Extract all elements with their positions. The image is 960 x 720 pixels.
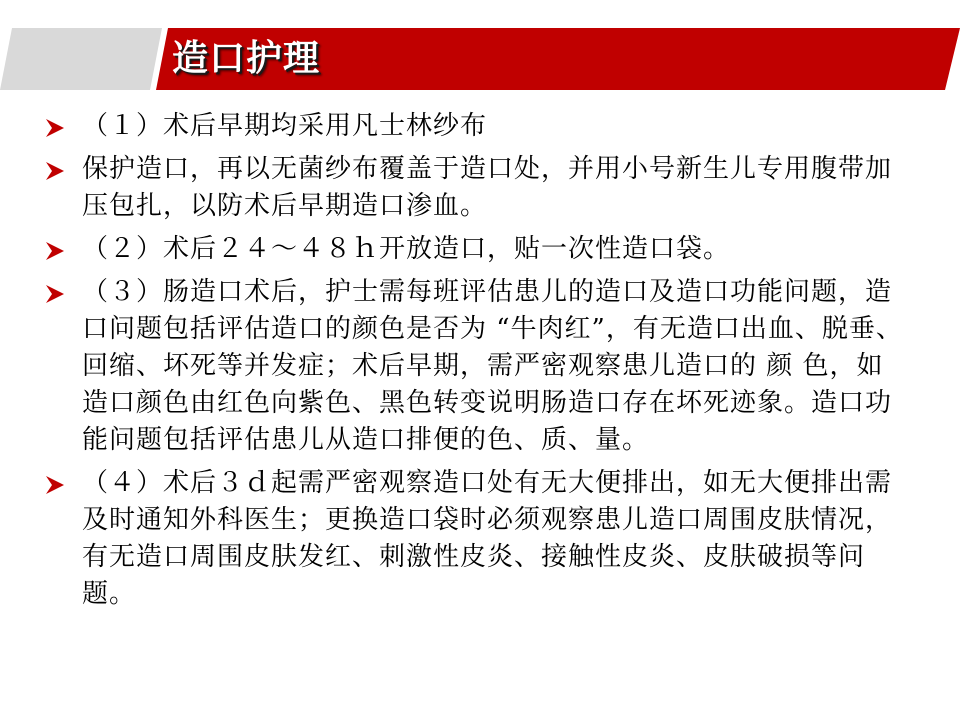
slide-title: 造口护理 (172, 38, 321, 79)
bullet-text: （４）术后３ｄ起需严密观察造口处有无大便排出，如无大便排出需及时通知外科医生；更换造口袋时必须观察患儿造口周围皮肤情况，有无造口周围皮肤发红、刺激性皮炎、接触性皮炎、皮肤破损等问题。 (82, 468, 893, 609)
bullet-item (44, 274, 904, 459)
bullet-list (44, 108, 904, 619)
bullet-item (44, 108, 904, 145)
arrow-bullet-icon (44, 475, 66, 495)
arrow-bullet-icon (44, 241, 66, 261)
bullet-text: 保护造口，再以无菌纱布覆盖于造口处，并用小号新生儿专用腹带加压包扎，以防术后早期造口渗血。 (82, 154, 893, 221)
arrow-bullet-icon (44, 118, 66, 138)
arrow-bullet-icon (44, 161, 66, 181)
arrow-bullet-icon (44, 284, 66, 304)
bullet-text: （２）术后２４～４８ｈ开放造口，贴一次性造口袋。 (82, 234, 731, 264)
bullet-item (44, 465, 904, 613)
title-gray-block (0, 28, 162, 90)
bullet-item (44, 231, 904, 268)
bullet-text: （３）肠造口术后，护士需每班评估患儿的造口及造口功能问题，造口问题包括评估造口的颜色是否为 “牛肉红”，有无造口出血、脱垂、回缩、坏死等并发症；术后早期，需严密观察患儿造口的 颜 色，如造口颜色由红色向紫色、黑色转变说明肠造口存在坏死迹象。造口功能问题包括评估患儿从造口排便的色、质、量。 (82, 277, 903, 455)
bullet-text: （１）术后早期均采用凡士林纱布 (82, 111, 488, 141)
bullet-item (44, 151, 904, 225)
title-banner-shape (0, 28, 960, 90)
title-bar (0, 28, 960, 90)
